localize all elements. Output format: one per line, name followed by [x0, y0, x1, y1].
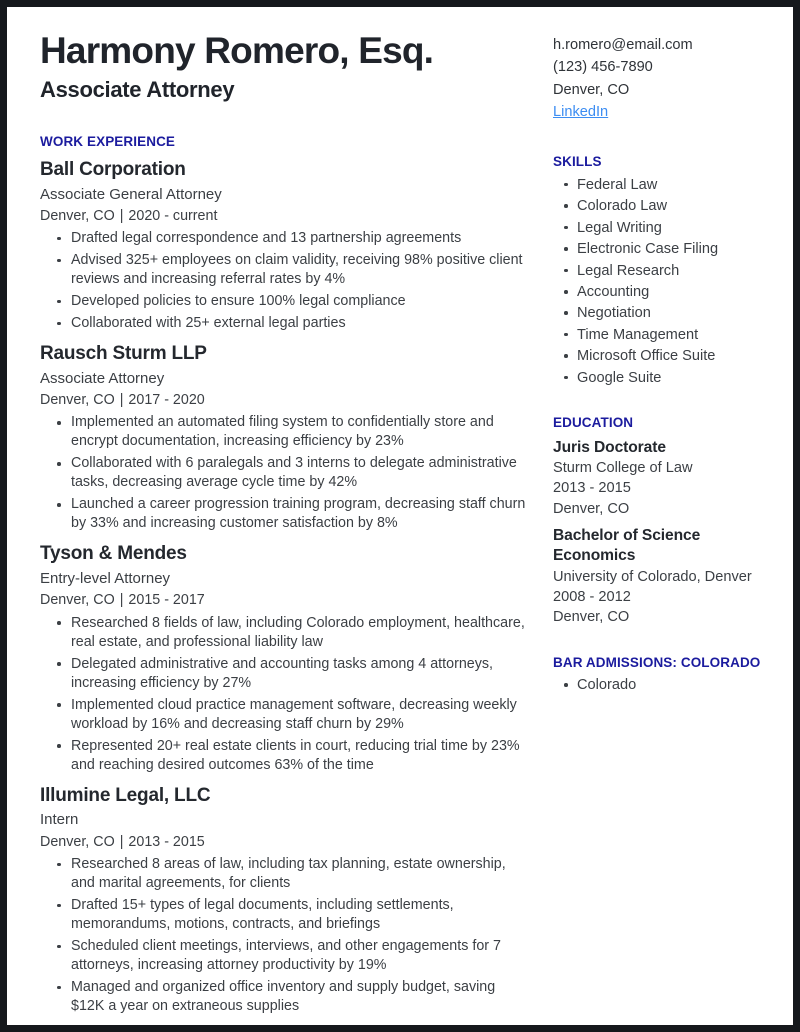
education-dates: 2013 - 2015 [553, 480, 631, 497]
education-school: Sturm College of Law [553, 460, 693, 477]
job-dates: 2020 - current [128, 207, 218, 224]
job-bullet: Advised 325+ employees on claim validity, receiving 98% positive client reviews and increasing referral rates by 4% [40, 251, 526, 289]
contact-email: h.romero@email.com [553, 37, 693, 53]
job-entry [40, 158, 526, 333]
job-meta [40, 206, 526, 226]
education-location: Denver, CO [553, 500, 630, 517]
job-dates: 2013 - 2015 [128, 833, 205, 850]
job-bullet: Represented 20+ real estate clients in court, reducing trial time by 23% and reaching desired outcomes 63% of the time [40, 737, 526, 775]
education-entry [553, 438, 767, 519]
job-bullet: Developed policies to ensure 100% legal compliance [40, 292, 526, 311]
job-bullet-list [40, 229, 526, 333]
job-entry [40, 542, 526, 774]
contact-location: Denver, CO [553, 81, 630, 98]
work-experience-heading: WORK EXPERIENCE [40, 134, 176, 150]
education-dates: 2008 - 2012 [553, 589, 631, 606]
education-location: Denver, CO [553, 609, 630, 626]
job-bullet: Drafted legal correspondence and 13 partnership agreements [40, 229, 526, 248]
candidate-name: Harmony Romero, Esq. [40, 30, 434, 71]
bar-admissions-heading: BAR ADMISSIONS: COLORADO [553, 654, 761, 670]
resume-page [7, 7, 793, 1025]
skill-item: Google Suite [553, 368, 767, 388]
skill-item: Federal Law [553, 175, 767, 195]
job-company: Tyson & Mendes [40, 543, 187, 565]
main-column [40, 29, 540, 1015]
skill-item: Time Management [553, 325, 767, 345]
education-degree: Bachelor of Science Economics [553, 526, 701, 565]
job-meta [40, 390, 526, 410]
job-bullet: Launched a career progression training program, decreasing staff churn by 33% and increasing customer satisfaction by 8% [40, 495, 526, 533]
job-meta-separator: | [119, 592, 124, 609]
job-meta-separator: | [119, 833, 124, 850]
job-role: Associate Attorney [40, 369, 165, 387]
job-bullet: Implemented cloud practice management software, decreasing weekly workload by 16% and decreasing staff churn by 29% [40, 696, 526, 734]
skill-item: Electronic Case Filing [553, 239, 767, 259]
skill-item: Legal Writing [553, 218, 767, 238]
job-dates: 2017 - 2020 [128, 392, 205, 409]
job-location: Denver, CO [40, 392, 115, 409]
skill-item: Accounting [553, 282, 767, 302]
job-bullet: Drafted 15+ types of legal documents, including settlements, memorandums, motions, contracts, and briefings [40, 896, 526, 934]
bar-admissions-list [553, 675, 767, 695]
job-location: Denver, CO [40, 833, 115, 850]
job-bullet: Collaborated with 25+ external legal parties [40, 314, 526, 333]
job-bullet: Researched 8 areas of law, including tax planning, estate ownership, and marital agreements, for clients [40, 855, 526, 893]
job-company: Rausch Sturm LLP [40, 343, 207, 365]
job-bullet-list [40, 614, 526, 775]
job-location: Denver, CO [40, 592, 115, 609]
job-meta-separator: | [119, 207, 124, 224]
skill-item: Colorado Law [553, 196, 767, 216]
contact-phone: (123) 456-7890 [553, 59, 653, 76]
job-entry [40, 342, 526, 533]
job-bullet: Researched 8 fields of law, including Colorado employment, healthcare, real estate, and professional liability law [40, 614, 526, 652]
candidate-headline: Associate Attorney [40, 76, 235, 102]
job-company: Illumine Legal, LLC [40, 784, 211, 806]
job-meta [40, 590, 526, 610]
job-company: Ball Corporation [40, 158, 186, 180]
skills-heading: SKILLS [553, 154, 602, 170]
skill-item: Legal Research [553, 261, 767, 281]
job-entry [40, 784, 526, 1016]
sidebar-column [540, 29, 767, 1015]
job-bullet-list [40, 855, 526, 1016]
education-entry [553, 526, 767, 628]
linkedin-link[interactable]: LinkedIn [553, 103, 609, 120]
job-bullet: Scheduled client meetings, interviews, and other engagements for 7 attorneys, increasing attorney productivity by 19% [40, 937, 526, 975]
job-meta [40, 832, 526, 852]
job-meta-separator: | [119, 392, 124, 409]
job-bullet-list [40, 413, 526, 533]
skills-list [553, 175, 767, 388]
job-bullet: Delegated administrative and accounting tasks among 4 attorneys, increasing efficiency by 27% [40, 655, 526, 693]
education-school: University of Colorado, Denver [553, 569, 752, 586]
job-bullet: Collaborated with 6 paralegals and 3 interns to delegate administrative tasks, decreasing average cycle time by 42% [40, 454, 526, 492]
skill-item: Negotiation [553, 303, 767, 323]
job-role: Entry-level Attorney [40, 570, 171, 588]
job-dates: 2015 - 2017 [128, 592, 205, 609]
job-bullet: Implemented an automated filing system to confidentially store and encrypt documentation, increasing efficiency by 23% [40, 413, 526, 451]
bar-admission-item: Colorado [553, 675, 767, 695]
job-role: Intern [40, 811, 79, 829]
skill-item: Microsoft Office Suite [553, 346, 767, 366]
job-role: Associate General Attorney [40, 185, 222, 203]
education-degree: Juris Doctorate [553, 438, 666, 456]
resume-sheet [7, 7, 793, 1025]
education-heading: EDUCATION [553, 415, 634, 431]
job-bullet: Managed and organized office inventory and supply budget, saving $12K a year on extraneous supplies [40, 978, 526, 1016]
job-location: Denver, CO [40, 207, 115, 224]
